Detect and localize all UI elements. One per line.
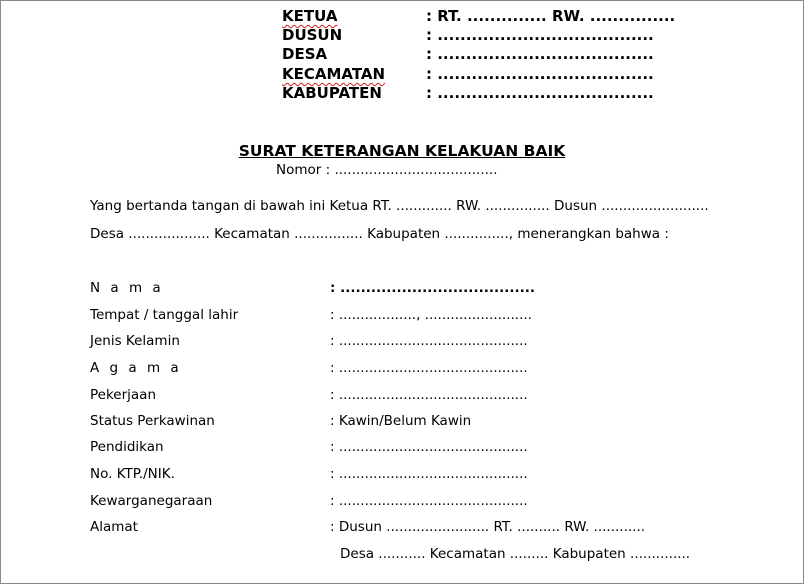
nomor-line: Nomor : ...................................... <box>276 162 498 178</box>
field-value-kewarganegaraan: : ............................................ <box>330 493 528 509</box>
header-label-desa: DESA <box>282 45 328 63</box>
field-label-alamat: Alamat <box>90 519 138 535</box>
header-value-ketua: : RT. .............. RW. ............... <box>426 7 676 25</box>
field-value-jenis-kelamin: : ............................................ <box>330 333 528 349</box>
header-label-kabupaten: KABUPATEN <box>282 84 382 102</box>
field-label-kewarganegaraan: Kewarganegaraan <box>90 493 213 509</box>
field-label-agama: A g a m a <box>90 360 182 376</box>
field-label-status-perkawinan: Status Perkawinan <box>90 413 215 429</box>
intro-line-1: Yang bertanda tangan di bawah ini Ketua RT. ............. RW. ............... Dusun ......................... <box>90 198 709 214</box>
field-value-nama: : ...................................... <box>330 280 535 296</box>
field-label-pendidikan: Pendidikan <box>90 439 164 455</box>
header-label-dusun: DUSUN <box>282 26 343 44</box>
field-value-alamat-line2: Desa ........... Kecamatan ......... Kabupaten .............. <box>340 546 691 562</box>
field-value-alamat: : Dusun ........................ RT. .......... RW. ............ <box>330 519 646 535</box>
header-value-kecamatan: : ...................................... <box>426 65 654 83</box>
field-label-nama: N a m a <box>90 280 164 296</box>
field-value-status-perkawinan: : Kawin/Belum Kawin <box>330 413 472 429</box>
field-value-ktp-nik: : ............................................ <box>330 466 528 482</box>
field-label-jenis-kelamin: Jenis Kelamin <box>90 333 180 349</box>
field-label-tempat-lahir: Tempat / tanggal lahir <box>90 307 239 323</box>
field-value-pendidikan: : ............................................ <box>330 439 528 455</box>
intro-line-2: Desa ................... Kecamatan ................ Kabupaten ..............., menerangkan bahwa : <box>90 226 669 242</box>
header-label-ketua: KETUA <box>282 7 338 25</box>
field-label-ktp-nik: No. KTP./NIK. <box>90 466 175 482</box>
header-value-desa: : ...................................... <box>426 45 654 63</box>
document-title: SURAT KETERANGAN KELAKUAN BAIK <box>238 142 566 160</box>
field-label-pekerjaan: Pekerjaan <box>90 387 157 403</box>
header-value-kabupaten: : ...................................... <box>426 84 654 102</box>
field-value-pekerjaan: : ............................................ <box>330 387 528 403</box>
header-label-kecamatan: KECAMATAN <box>282 65 386 83</box>
header-value-dusun: : ...................................... <box>426 26 654 44</box>
field-value-agama: : ............................................ <box>330 360 528 376</box>
field-value-tempat-lahir: : .................., ......................... <box>330 307 532 323</box>
